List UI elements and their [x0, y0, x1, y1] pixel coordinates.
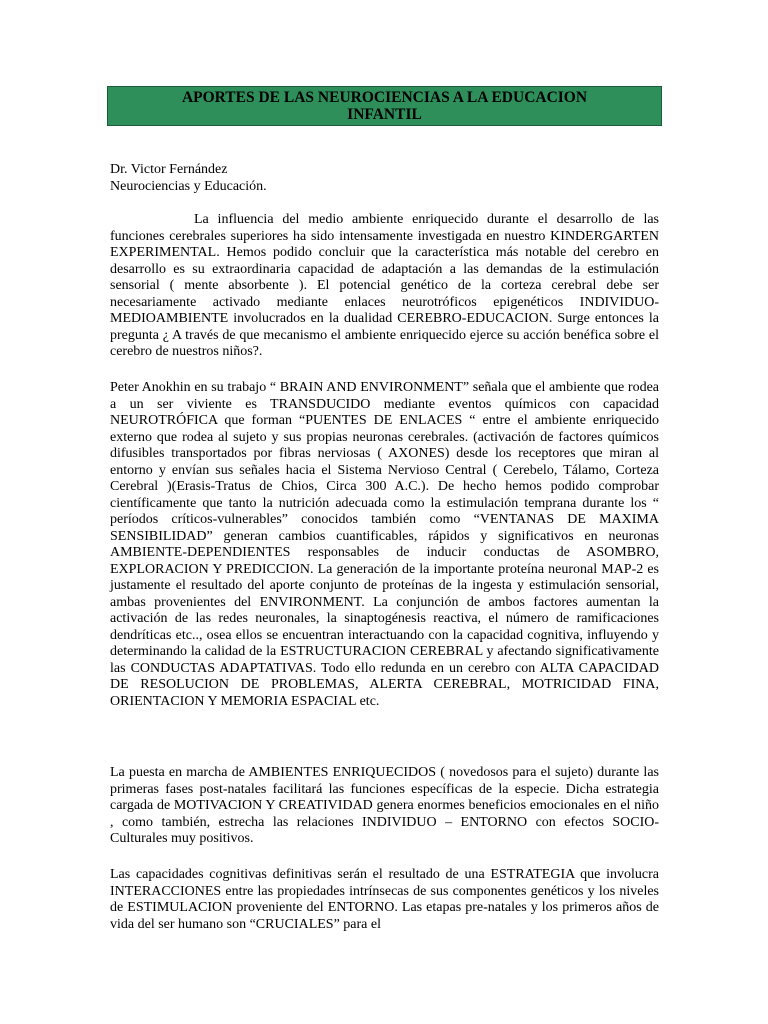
paragraph-3: La puesta en marcha de AMBIENTES ENRIQUECIDOS ( novedosos para el sujeto) durante las primeras fases post-natales facilitará las funciones específicas de la especie. Dicha estrategia cargada de MOTIVACION Y CREATIVIDAD genera enormes beneficios emocionales en el niño , como también, estrecha las relaciones INDIVIDUO – ENTORNO con efectos SOCIO-Culturales muy positivos. — [110, 765, 659, 846]
author-affiliation: Neurociencias y Educación. — [110, 179, 267, 194]
author-name: Dr. Victor Fernández — [110, 162, 228, 177]
paragraph-1: La influencia del medio ambiente enriquecido durante el desarrollo de las funciones cerebrales superiores ha sido intensamente investigada en nuestro KINDERGARTEN EXPERIMENTAL. Hemos podido concluir que la característica más notable del cerebro en desarrollo es su extraordinaria capacidad de adaptación a las demandas de la estimulación sensorial ( mente absorbente ). El potencial genético de la corteza cerebral debe ser necesariamente activado mediante enlaces neurotróficos epigenéticos INDIVIDUO-MEDIOAMBIENTE involucrados en la dualidad CEREBRO-EDUCACION. Surge entonces la pregunta ¿ A través de que mecanismo el ambiente enriquecido ejerce su acción benéfica sobre el cerebro de nuestros niños?. — [110, 212, 659, 359]
title-line-1: APORTES DE LAS NEUROCIENCIAS A LA EDUCACION — [181, 89, 588, 106]
author-block — [110, 161, 670, 195]
paragraph-2: Peter Anokhin en su trabajo “ BRAIN AND ENVIRONMENT” señala que el ambiente que rodea a un ser viviente es TRANSDUCIDO mediante eventos químicos con capacidad NEUROTRÓFICA que forman “PUENTES DE ENLACES “ entre el ambiente enriquecido externo que rodea al sujeto y sus propias neuronas cerebrales. (activación de factores químicos difusibles transportados por fibras nerviosas ( AXONES) desde los receptores que miran al entorno y envían sus señales hacia el Sistema Nervioso Central ( Cerebelo, Tálamo, Corteza Cerebral )(Erasis-Tratus de Chios, Circa 300 A.C.). De hecho hemos podido comprobar científicamente que tanto la nutrición adecuada como la estimulación temprana durante los “ períodos críticos-vulnerables” conocidos también como “VENTANAS DE MAXIMA SENSIBILIDAD” generan cambios cuantificables, rápidos y significativos en neuronas AMBIENTE-DEPENDIENTES responsables de inducir conductas de ASOMBRO, EXPLORACION Y PREDICCION. La generación de la importante proteína neuronal MAP-2 es justamente el resultado del aporte conjunto de proteínas de la ingesta y estimulación sensorial, ambas provenientes del ENVIRONMENT. La conjunción de ambos factores aumentan la activación de las redes neuronales, la sinaptogénesis reactiva, el número de ramificaciones dendríticas etc.., osea ellos se encuentran interactuando con la capacidad cognitiva, influyendo y determinando la calidad de la ESTRUCTURACION CEREBRAL y afectando significativamente las CONDUCTAS ADAPTATIVAS. Todo ello redunda en un cerebro con ALTA CAPACIDAD DE RESOLUCION DE PROBLEMAS, ALERTA CEREBRAL, MOTRICIDAD FINA, ORIENTACION Y MEMORIA ESPACIAL etc. — [110, 380, 659, 709]
document-title — [107, 86, 662, 126]
title-line-2: INFANTIL — [347, 106, 422, 123]
paragraph-4: Las capacidades cognitivas definitivas serán el resultado de una ESTRATEGIA que involucra INTERACCIONES entre las propiedades intrínsecas de sus componentes genéticos y los niveles de ESTIMULACION proveniente del ENTORNO. Las etapas pre-natales y los primeros años de vida del ser humano son “CRUCIALES” para el — [110, 867, 659, 932]
